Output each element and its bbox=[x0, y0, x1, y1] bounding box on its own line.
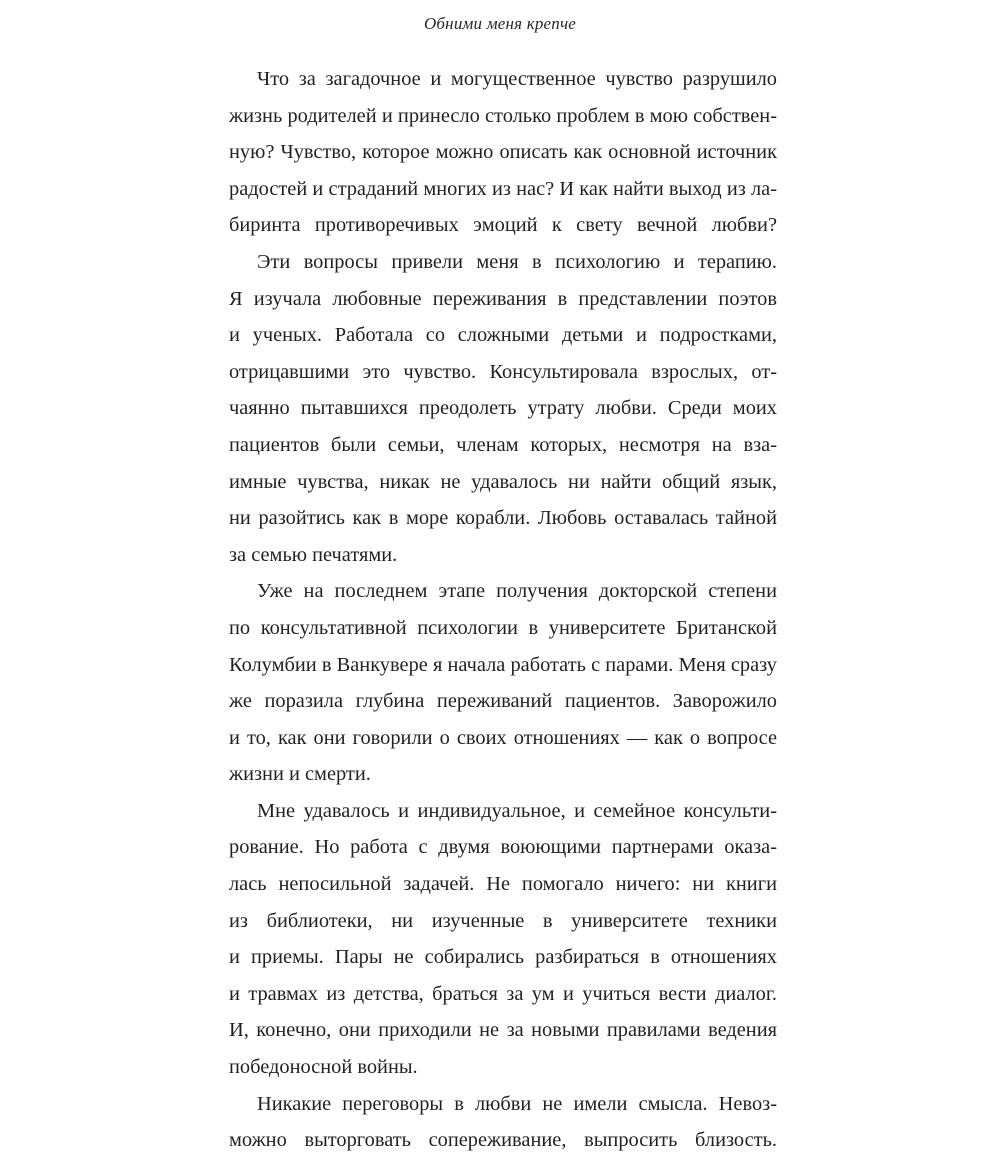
paragraph-line: и ученых. Работала со сложными детьми и подростками, bbox=[229, 324, 777, 347]
paragraph-line: чаянно пытавшихся преодолеть утрату любви. Среди моих bbox=[229, 397, 777, 420]
paragraph-line: Мне удавалось и индивидуальное, и семейное консульти- bbox=[257, 799, 777, 822]
paragraph-line: ную? Чувство, которое можно описать как основной источник bbox=[229, 141, 777, 164]
paragraph-line: лась непосильной задачей. Не помогало ничего: ни книги bbox=[229, 873, 777, 896]
paragraph-line: за семью печатями. bbox=[229, 543, 398, 566]
paragraph-line: Уже на последнем этапе получения докторской степени bbox=[257, 580, 777, 603]
paragraph-line: можно выторговать сопереживание, выпросить близость. bbox=[229, 1129, 777, 1152]
paragraph-line: из библиотеки, ни изученные в университете техники bbox=[229, 909, 777, 932]
paragraph-line: радостей и страданий многих из нас? И как найти выход из ла- bbox=[229, 177, 777, 200]
paragraph-line: же поразила глубина переживаний пациентов. Заворожило bbox=[229, 690, 777, 713]
paragraph-line: жизнь родителей и принесло столько проблем в мою собствен- bbox=[229, 104, 777, 127]
paragraph-line: и то, как они говорили о своих отношениях — как о вопросе bbox=[229, 726, 777, 749]
paragraph-line: Никакие переговоры в любви не имели смысла. Невоз- bbox=[257, 1092, 777, 1115]
paragraph-line: жизни и смерти. bbox=[229, 763, 371, 786]
paragraph-line: И, конечно, они приходили не за новыми правилами ведения bbox=[229, 1019, 777, 1042]
paragraph-line: Эти вопросы привели меня в психологию и терапию. bbox=[257, 250, 777, 273]
paragraph-line: по консультативной психологии в университете Британской bbox=[229, 616, 777, 639]
paragraph-line: и травмах из детства, браться за ум и учиться вести диалог. bbox=[229, 982, 777, 1005]
paragraph-line: отрицавшими это чувство. Консультировала взрослых, от- bbox=[229, 360, 777, 383]
paragraph-line: Колумбии в Ванкувере я начала работать с парами. Меня сразу bbox=[229, 653, 777, 676]
paragraph-line: ни разойтись как в море корабли. Любовь оставалась тайной bbox=[229, 507, 777, 530]
paragraph-line: имные чувства, никак не удавалось ни найти общий язык, bbox=[229, 470, 777, 493]
running-header: Обними меня крепче bbox=[423, 14, 577, 33]
paragraph-line: и приемы. Пары не собирались разбираться в отношениях bbox=[229, 946, 777, 969]
paragraph-line: пациентов были семьи, членам которых, несмотря на вза- bbox=[229, 433, 777, 456]
paragraph-line: биринта противоречивых эмоций к свету вечной любви? bbox=[229, 214, 777, 237]
paragraph-line: Что за загадочное и могущественное чувство разрушило bbox=[257, 68, 777, 90]
paragraph-line: Я изучала любовные переживания в представлении поэтов bbox=[229, 287, 777, 310]
page-body bbox=[229, 61, 777, 1159]
paragraph-line: рование. Но работа с двумя воюющими партнерами оказа- bbox=[229, 836, 777, 859]
paragraph-line: победоносной войны. bbox=[229, 1056, 418, 1079]
